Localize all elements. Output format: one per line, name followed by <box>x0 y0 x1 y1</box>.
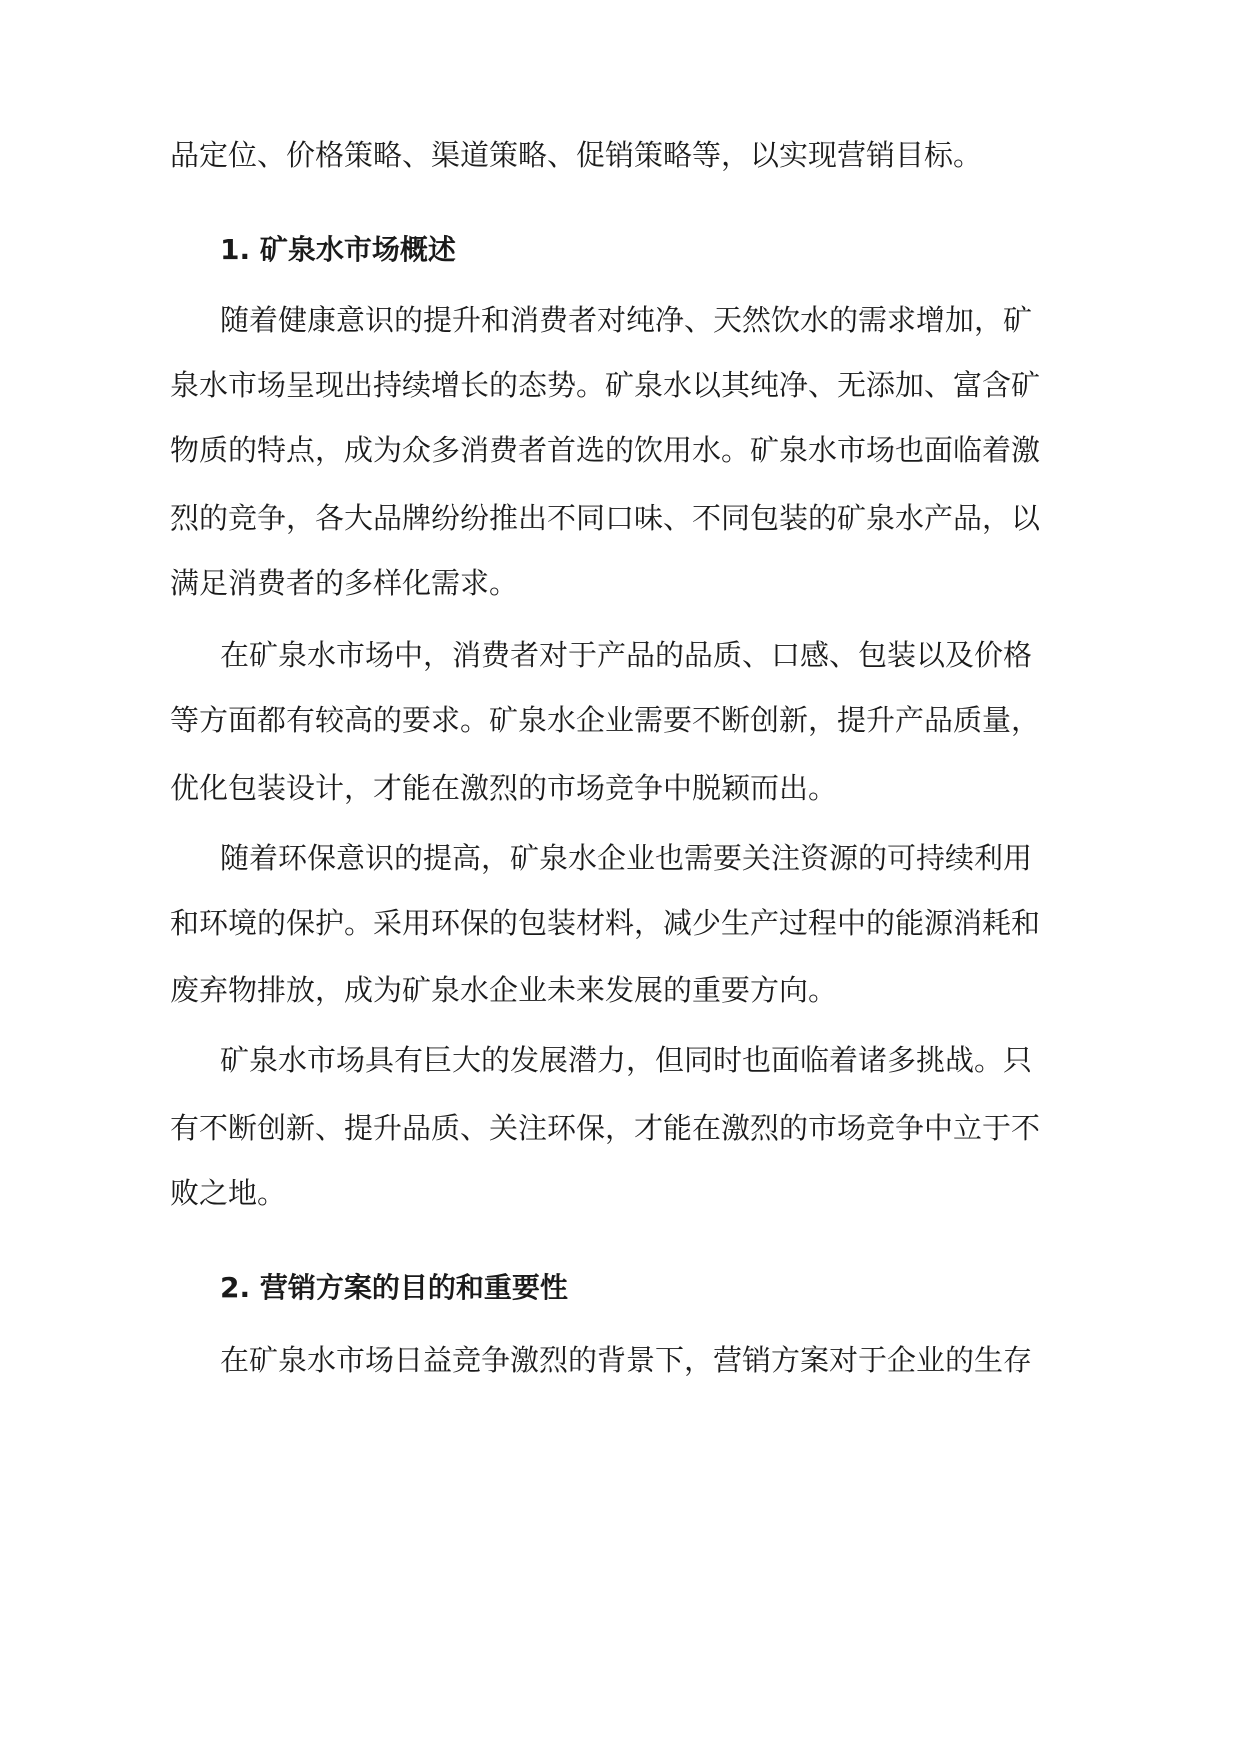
paragraph-1-line-5: 满足消费者的多样化需求。 <box>170 566 519 600</box>
paragraph-2-line-2: 等方面都有较高的要求。矿泉水企业需要不断创新，提升产品质量， <box>170 703 1041 737</box>
paragraph-2-line-1: 在矿泉水市场中，消费者对于产品的品质、口感、包装以及价格 <box>220 638 1033 672</box>
paragraph-1-line-2: 泉水市场呈现出持续增长的态势。矿泉水以其纯净、无添加、富含矿 <box>170 368 1041 402</box>
paragraph-1-line-4: 烈的竞争，各大品牌纷纷推出不同口味、不同包装的矿泉水产品，以 <box>170 501 1041 535</box>
paragraph-3-line-3: 废弃物排放，成为矿泉水企业未来发展的重要方向。 <box>170 973 838 1007</box>
paragraph-5-line-1: 在矿泉水市场日益竞争激烈的背景下，营销方案对于企业的生存 <box>220 1343 1033 1377</box>
paragraph-4-line-1: 矿泉水市场具有巨大的发展潜力，但同时也面临着诸多挑战。只 <box>220 1043 1033 1077</box>
text-line-continuation: 品定位、价格策略、渠道策略、促销策略等，以实现营销目标。 <box>170 138 983 172</box>
paragraph-4-line-3: 败之地。 <box>170 1176 287 1210</box>
section-heading-1: 1. 矿泉水市场概述 <box>220 233 456 266</box>
paragraph-4-line-2: 有不断创新、提升品质、关注环保，才能在激烈的市场竞争中立于不 <box>170 1111 1041 1145</box>
paragraph-2-line-3: 优化包装设计，才能在激烈的市场竞争中脱颖而出。 <box>170 771 838 805</box>
paragraph-3-line-2: 和环境的保护。采用环保的包装材料，减少生产过程中的能源消耗和 <box>170 906 1041 940</box>
section-heading-2: 2. 营销方案的目的和重要性 <box>220 1271 568 1304</box>
paragraph-1-line-3: 物质的特点，成为众多消费者首选的饮用水。矿泉水市场也面临着激 <box>170 433 1041 467</box>
paragraph-1-line-1: 随着健康意识的提升和消费者对纯净、天然饮水的需求增加，矿 <box>220 303 1033 337</box>
paragraph-3-line-1: 随着环保意识的提高，矿泉水企业也需要关注资源的可持续利用 <box>220 841 1033 875</box>
